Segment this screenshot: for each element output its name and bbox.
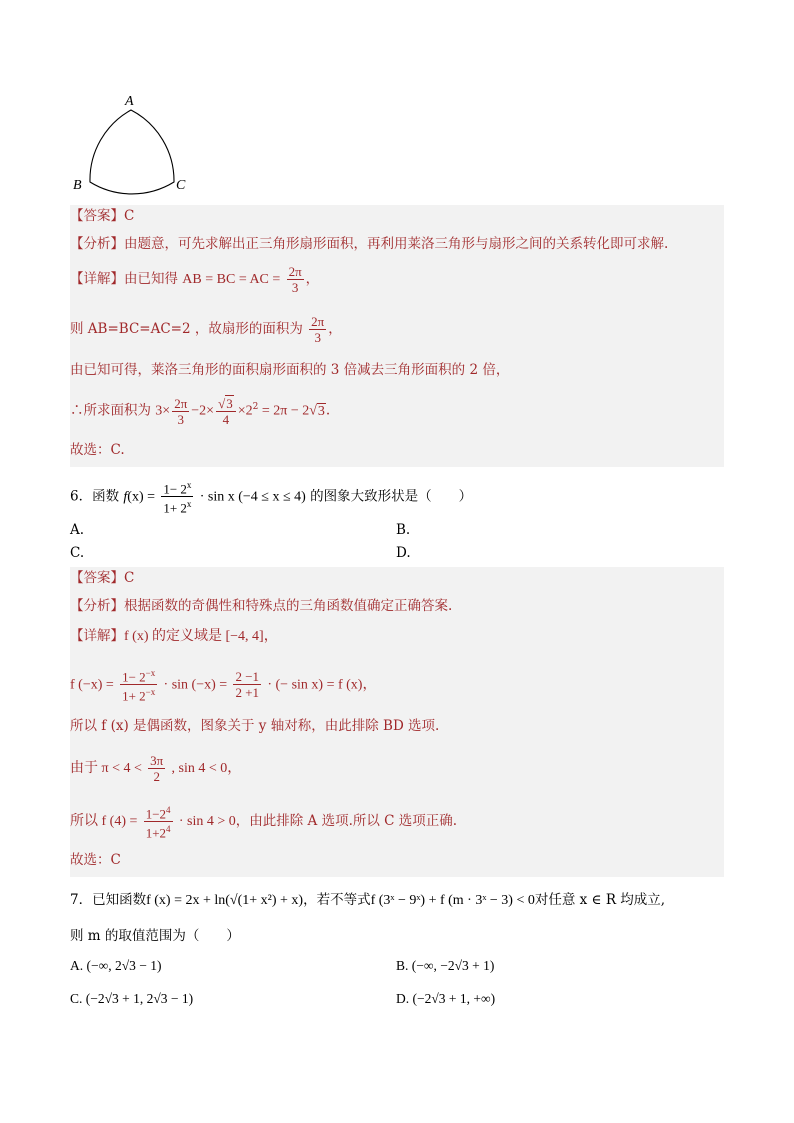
analysis-tag: 【分析】 xyxy=(70,236,124,252)
reuleaux-triangle-figure xyxy=(70,90,200,200)
q6-since-line: 由于 π < 4 < $\frac{3\pi}{2}$ , sin 4 < 0， xyxy=(70,753,242,784)
line3-text: 由已知可得，莱洛三角形的面积扇形面积的 3 倍减去三角形面积的 2 倍， xyxy=(70,362,510,378)
q5-analysis xyxy=(70,234,668,254)
frac-2pi-over-3-c: $\frac{2\pi}{3}$ xyxy=(174,395,188,427)
q6-answer: 【答案】C xyxy=(70,570,135,586)
q6-stem: 6．函数 f(x) = $\frac{1- 2^x}{1+ 2^x}$ · sin x (−4 ≤ x ≤ 4) 的图象大致形状是（ ） xyxy=(70,480,473,516)
line4-lead: ∴所求面积为 xyxy=(70,402,151,419)
line2-text: 则 AB=BC=AC=2 ，故扇形的面积为 xyxy=(70,321,303,337)
answer-value: C xyxy=(124,208,135,224)
q7-stem-line2: 则 m 的取值范围为（ ） xyxy=(70,928,240,944)
detail-lead: 由已知得 xyxy=(124,271,178,287)
q5-detail-line1: 【详解】由已知得 AB = BC = AC = $\frac{2\pi}{3}$ ， xyxy=(70,264,320,295)
answer-tag: 【答案】 xyxy=(70,208,124,224)
q7-option-a[interactable]: A. (−∞, 2√3 − 1) xyxy=(70,958,162,973)
detail-tag: 【详解】 xyxy=(70,271,124,287)
q6-choose: 故选：C xyxy=(70,852,121,868)
q6-stem-fraction: $\frac{1- 2^x}{1+ 2^x}$ xyxy=(163,480,192,516)
q6-detail-line1: 【详解】f (x) 的定义域是 [−4, 4]， xyxy=(70,628,278,644)
q7-option-d[interactable]: D. (−2√3 + 1, +∞) xyxy=(396,991,496,1006)
q5-detail-line4: ∴所求面积为 3× $\frac{2\pi}{3}$ −2× $\frac{√3}{4}$ $\times 2^2 = 2\pi - 2√3$. xyxy=(70,395,331,427)
q6-option-d[interactable]: D. xyxy=(396,545,411,561)
eq-fraction-2: $\frac{2 -1}{2 +1}$ xyxy=(235,669,260,701)
q6-option-c[interactable]: C. xyxy=(70,545,85,561)
q6-even-line: 所以 f (x) 是偶函数，图象关于 y 轴对称，由此排除 BD 选项. xyxy=(70,718,440,734)
label-c: C xyxy=(176,178,186,193)
frac-2pi-over-3-b: $\frac{2\pi}{3}$ xyxy=(311,314,325,345)
q6-option-b[interactable]: B. xyxy=(396,522,411,538)
detail-arcs: AB = BC = AC = xyxy=(182,272,281,287)
frac-sqrt3-over-4: $\frac{√3}{4}$ xyxy=(216,396,236,427)
q5-answer xyxy=(70,206,134,226)
q7-option-b[interactable]: B. (−∞, −2√3 + 1) xyxy=(396,958,495,973)
label-a: A xyxy=(125,94,134,109)
analysis-text: 由题意，可先求解出正三角形扇形面积，再利用莱洛三角形与扇形之间的关系转化即可求解. xyxy=(124,236,669,252)
q6-so-line: 所以 f (4) = $\frac{1-2^4}{1+2^4}$ · sin 4 > 0，由此排除 A 选项.所以 C 选项正确. xyxy=(70,804,458,841)
frac-2pi-over-3: $\frac{2\pi}{3}$ xyxy=(288,264,302,295)
eq-fraction-1: $\frac{1- 2^{-x}}{1+ 2^{-x}}$ xyxy=(122,668,156,704)
frac-3pi-over-2: $\frac{3\pi}{2}$ xyxy=(150,753,164,784)
q7-option-c[interactable]: C. (−2√3 + 1, 2√3 − 1) xyxy=(70,991,194,1006)
q5-detail-line2: 则 AB=BC=AC=2 ，故扇形的面积为 $\frac{2\pi}{3}$ ， xyxy=(70,314,342,345)
q5-choose: 故选：C. xyxy=(70,442,125,458)
q6-option-a[interactable]: A. xyxy=(70,522,85,538)
reuleaux-triangle-outline xyxy=(90,110,174,194)
frac-f4: $\frac{1-2^4}{1+2^4}$ xyxy=(145,804,171,841)
q5-detail-line3 xyxy=(70,360,509,380)
label-b: B xyxy=(73,178,82,193)
q6-analysis: 【分析】根据函数的奇偶性和特殊点的三角函数值确定正确答案. xyxy=(70,598,453,614)
q6-equation: f (−x) = $\frac{1- 2^{-x}}{1+ 2^{-x}}$ · sin (−x) = $\frac{2 -1}{2 +1}$ · (− sin x) = f (x)， xyxy=(70,668,377,704)
q7-stem: 7．已知函数f (x) = 2x + ln(√(1+ x²) + x)，若不等式f (3ˣ − 9ˣ) + f (m · 3ˣ − 3) < 0对任意 x ∈ R 均成立, xyxy=(70,892,666,908)
